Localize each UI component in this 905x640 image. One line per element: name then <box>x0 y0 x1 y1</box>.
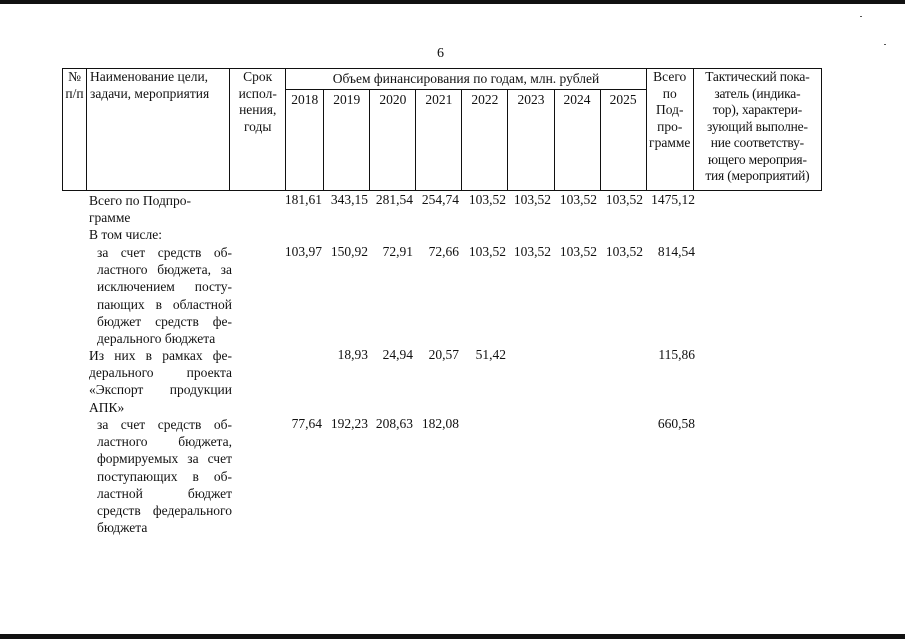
row-federal-funds-name: за счет средств об- ластного бюджета, формируемых за счет поступающих в об- ластной бюджет средств федерального бюджета <box>97 417 232 536</box>
col-indicator-header: Тактический пока- затель (индика- тор), характери- зующий выполне- ние соответству- ющего мероприя- тия (мероприятий) <box>693 69 821 191</box>
value-cell: 77,64 <box>291 416 322 431</box>
total-cell: 1475,12 <box>651 192 695 207</box>
value-cell: 72,91 <box>382 244 413 259</box>
value-cell: 181,61 <box>284 192 322 207</box>
row-federal-project-name: Из них в рамках фе- дерального проекта «Экспорт продукции АПК» <box>89 348 232 415</box>
value-cell: 103,52 <box>468 244 506 259</box>
value-cell: 72,66 <box>428 244 459 259</box>
row-total-name: Всего по Подпро- грамме В том числе: <box>89 193 192 243</box>
value-cell: 103,52 <box>605 192 643 207</box>
value-cell: 150,92 <box>330 244 368 259</box>
value-cell: 208,63 <box>375 416 413 431</box>
year-2019-header: 2019 <box>324 90 370 191</box>
col-num-header: № п/п <box>63 69 87 191</box>
value-cell: 20,57 <box>428 347 459 362</box>
top-border <box>0 0 905 4</box>
value-cell: 281,54 <box>375 192 413 207</box>
row-regional-name: за счет средств об- ластного бюджета, за исключением посту- пающих в областной бюджет средств фе- дерального бюджета <box>97 245 232 347</box>
year-2022-header: 2022 <box>462 90 508 191</box>
col-term-header: Срок испол- нения, годы <box>230 69 286 191</box>
total-cell: 115,86 <box>658 347 695 362</box>
year-2018-header: 2018 <box>286 90 324 191</box>
col-total-header: Всего по Под- про- грамме <box>646 69 693 191</box>
value-cell: 343,15 <box>330 192 368 207</box>
total-cell: 660,58 <box>657 416 695 431</box>
page-number: 6 <box>437 46 444 61</box>
scan-speck <box>884 44 886 45</box>
col-name-header: Наименование цели, задачи, мероприятия <box>87 69 230 191</box>
value-cell: 192,23 <box>330 416 368 431</box>
value-cell: 103,52 <box>605 244 643 259</box>
value-cell: 254,74 <box>421 192 459 207</box>
year-2023-header: 2023 <box>508 90 554 191</box>
year-row-divider <box>285 89 639 90</box>
year-2020-header: 2020 <box>370 90 416 191</box>
col-funding-header: Объем финансирования по годам, млн. рублей <box>286 69 646 90</box>
value-cell: 24,94 <box>382 347 413 362</box>
scan-speck <box>860 16 862 17</box>
value-cell: 103,97 <box>284 244 322 259</box>
funding-table-header <box>62 68 822 191</box>
value-cell: 18,93 <box>337 347 368 362</box>
year-2025-header: 2025 <box>600 90 646 191</box>
value-cell: 103,52 <box>559 244 597 259</box>
year-2021-header: 2021 <box>416 90 462 191</box>
year-2024-header: 2024 <box>554 90 600 191</box>
value-cell: 103,52 <box>513 192 551 207</box>
bottom-border <box>0 634 905 639</box>
value-cell: 103,52 <box>513 244 551 259</box>
value-cell: 51,42 <box>475 347 506 362</box>
value-cell: 103,52 <box>468 192 506 207</box>
value-cell: 182,08 <box>421 416 459 431</box>
value-cell: 103,52 <box>559 192 597 207</box>
total-cell: 814,54 <box>657 244 695 259</box>
